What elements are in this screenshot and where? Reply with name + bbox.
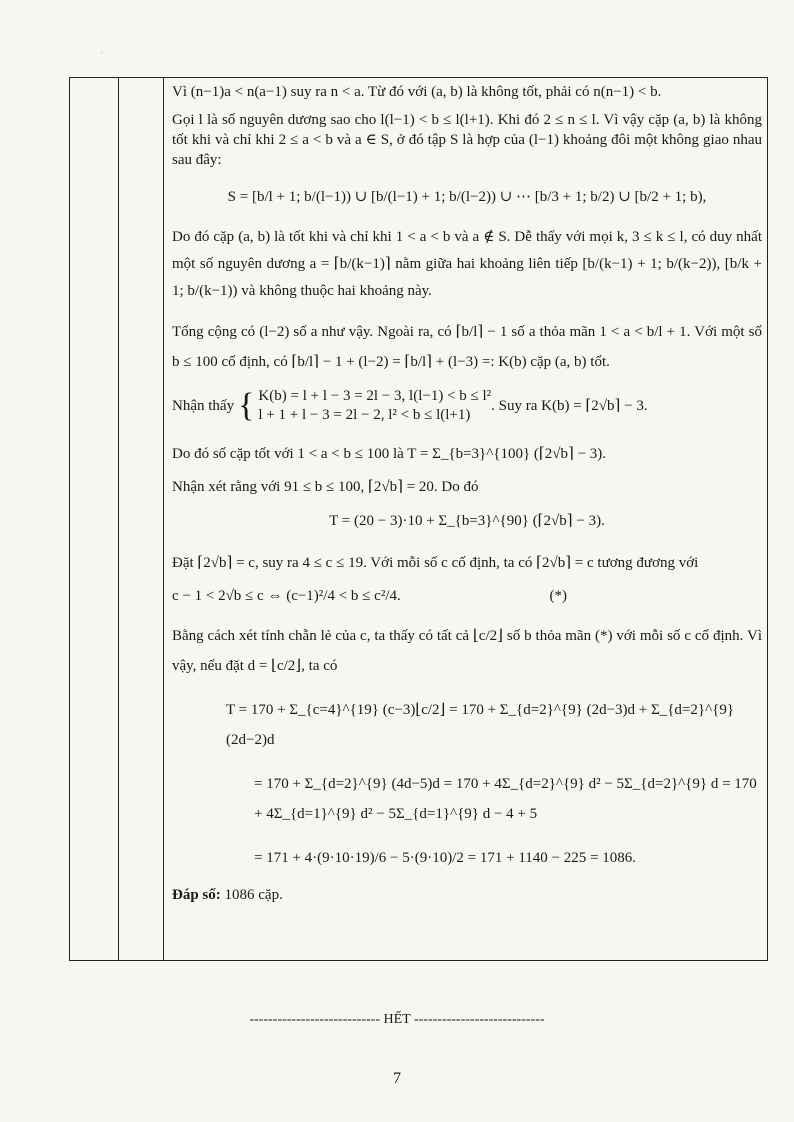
- table-column-divider-1: [118, 77, 119, 961]
- paragraph-6: Do đó số cặp tốt với 1 < a < b ≤ 100 là T = Σ_{b=3}^{100} (⌈2√b⌉ − 3).: [172, 446, 607, 462]
- calculation-block: [172, 695, 762, 873]
- paragraph-9: Bằng cách xét tính chẵn lẻ của c, ta thấy có tất cả ⌊c/2⌋ số b thỏa mãn (*) với mỗi số c cố định. Vì vậy, nếu đặt d = ⌊c/2⌋, ta có: [172, 628, 762, 674]
- piecewise-case-1: K(b) = l + l − 3 = 2l − 3, l(l−1) < b ≤ l²: [258, 388, 492, 404]
- paragraph-4: Tổng cộng có (l−2) số a như vậy. Ngoài ra, có ⌈b/l⌉ − 1 số a thỏa mãn 1 < a < b/l + 1. Với một số b ≤ 100 cố định, có ⌈b/l⌉ − 1 + (l−2) = ⌈b/l⌉ + (l−3) =: K(b) cặp (a, b) tốt.: [172, 324, 762, 370]
- piecewise-brace: {: [238, 387, 255, 424]
- calculation-line-3: = 171 + 4·(9·10·19)/6 − 5·(9·10)/2 = 171 + 1140 − 225 = 1086.: [254, 850, 636, 866]
- table-column-divider-2: [163, 77, 164, 961]
- paragraph-3: Do đó cặp (a, b) là tốt khi và chỉ khi 1 < a < b và a ∉ S. Dễ thấy với mọi k, 3 ≤ k ≤ l, có duy nhất một số nguyên dương a = ⌈b/(k−1)⌉ nằm giữa hai khoảng liên tiếp [b/(k−1) + 1; b/(k−2)), [b/k + 1; b/(k−1)) và không thuộc hai khoảng này.: [172, 229, 762, 299]
- formula-t-sum: T = (20 − 3)·10 + Σ_{b=3}^{90} (⌈2√b⌉ − 3).: [329, 513, 605, 529]
- paragraph-7: Nhận xét rằng với 91 ≤ b ≤ 100, ⌈2√b⌉ = 20. Do đó: [172, 479, 479, 495]
- answer-label: Đáp số:: [172, 887, 221, 903]
- calculation-line-2: = 170 + Σ_{d=2}^{9} (4d−5)d = 170 + 4Σ_{d=2}^{9} d² − 5Σ_{d=2}^{9} d = 170 + 4Σ_{d=1}^{9} d² − 5Σ_{d=1}^{9} d − 4 + 5: [254, 776, 757, 822]
- inequality-row: [172, 583, 762, 609]
- scan-mark: ˌ: [100, 42, 104, 54]
- paragraph-2: Gọi l là số nguyên dương sao cho l(l−1) < b ≤ l(l+1). Khi đó 2 ≤ n ≤ l. Vì vậy cặp (a, b) là không tốt khi và chỉ khi 2 ≤ a < b và a ∈ S, ở đó tập S là hợp của (l−1) khoảng đôi một không giao nhau sau đây:: [172, 112, 762, 168]
- solution-content: [172, 80, 762, 905]
- calculation-line-1: T = 170 + Σ_{c=4}^{19} (c−3)⌊c/2⌋ = 170 + Σ_{d=2}^{9} (2d−3)d + Σ_{d=2}^{9} (2d−2)d: [226, 702, 735, 748]
- final-answer: [172, 885, 762, 905]
- piecewise-case-2: l + 1 + l − 3 = 2l − 2, l² < b ≤ l(l+1): [258, 407, 471, 423]
- inequality-equivalence: c − 1 < 2√b ≤ c ⇔ (c−1)²/4 < b ≤ c²/4.: [172, 588, 401, 604]
- answer-value: 1086 cặp.: [224, 887, 283, 903]
- paragraph-5-tail: . Suy ra K(b) = ⌈2√b⌉ − 3.: [491, 398, 648, 414]
- page-number: 7: [393, 1070, 401, 1087]
- paragraph-1: Vì (n−1)a < n(a−1) suy ra n < a. Từ đó với (a, b) là không tốt, phải có n(n−1) < b.: [172, 84, 662, 100]
- paragraph-8: Đặt ⌈2√b⌉ = c, suy ra 4 ≤ c ≤ 19. Với mỗi số c cố định, ta có ⌈2√b⌉ = c tương đương với: [172, 555, 699, 571]
- inequality-star-label: (*): [549, 588, 567, 604]
- piecewise-cases: [258, 387, 491, 425]
- formula-set-s: S = [b/l + 1; b/(l−1)) ∪ [b/(l−1) + 1; b/(l−2)) ∪ ⋯ [b/3 + 1; b/2) ∪ [b/2 + 1; b),: [227, 189, 707, 205]
- end-marker: ---------------------------- HẾT ----------------------------: [249, 1012, 545, 1027]
- paragraph-5-lead: Nhận thấy: [172, 398, 235, 414]
- paragraph-5: [172, 387, 762, 425]
